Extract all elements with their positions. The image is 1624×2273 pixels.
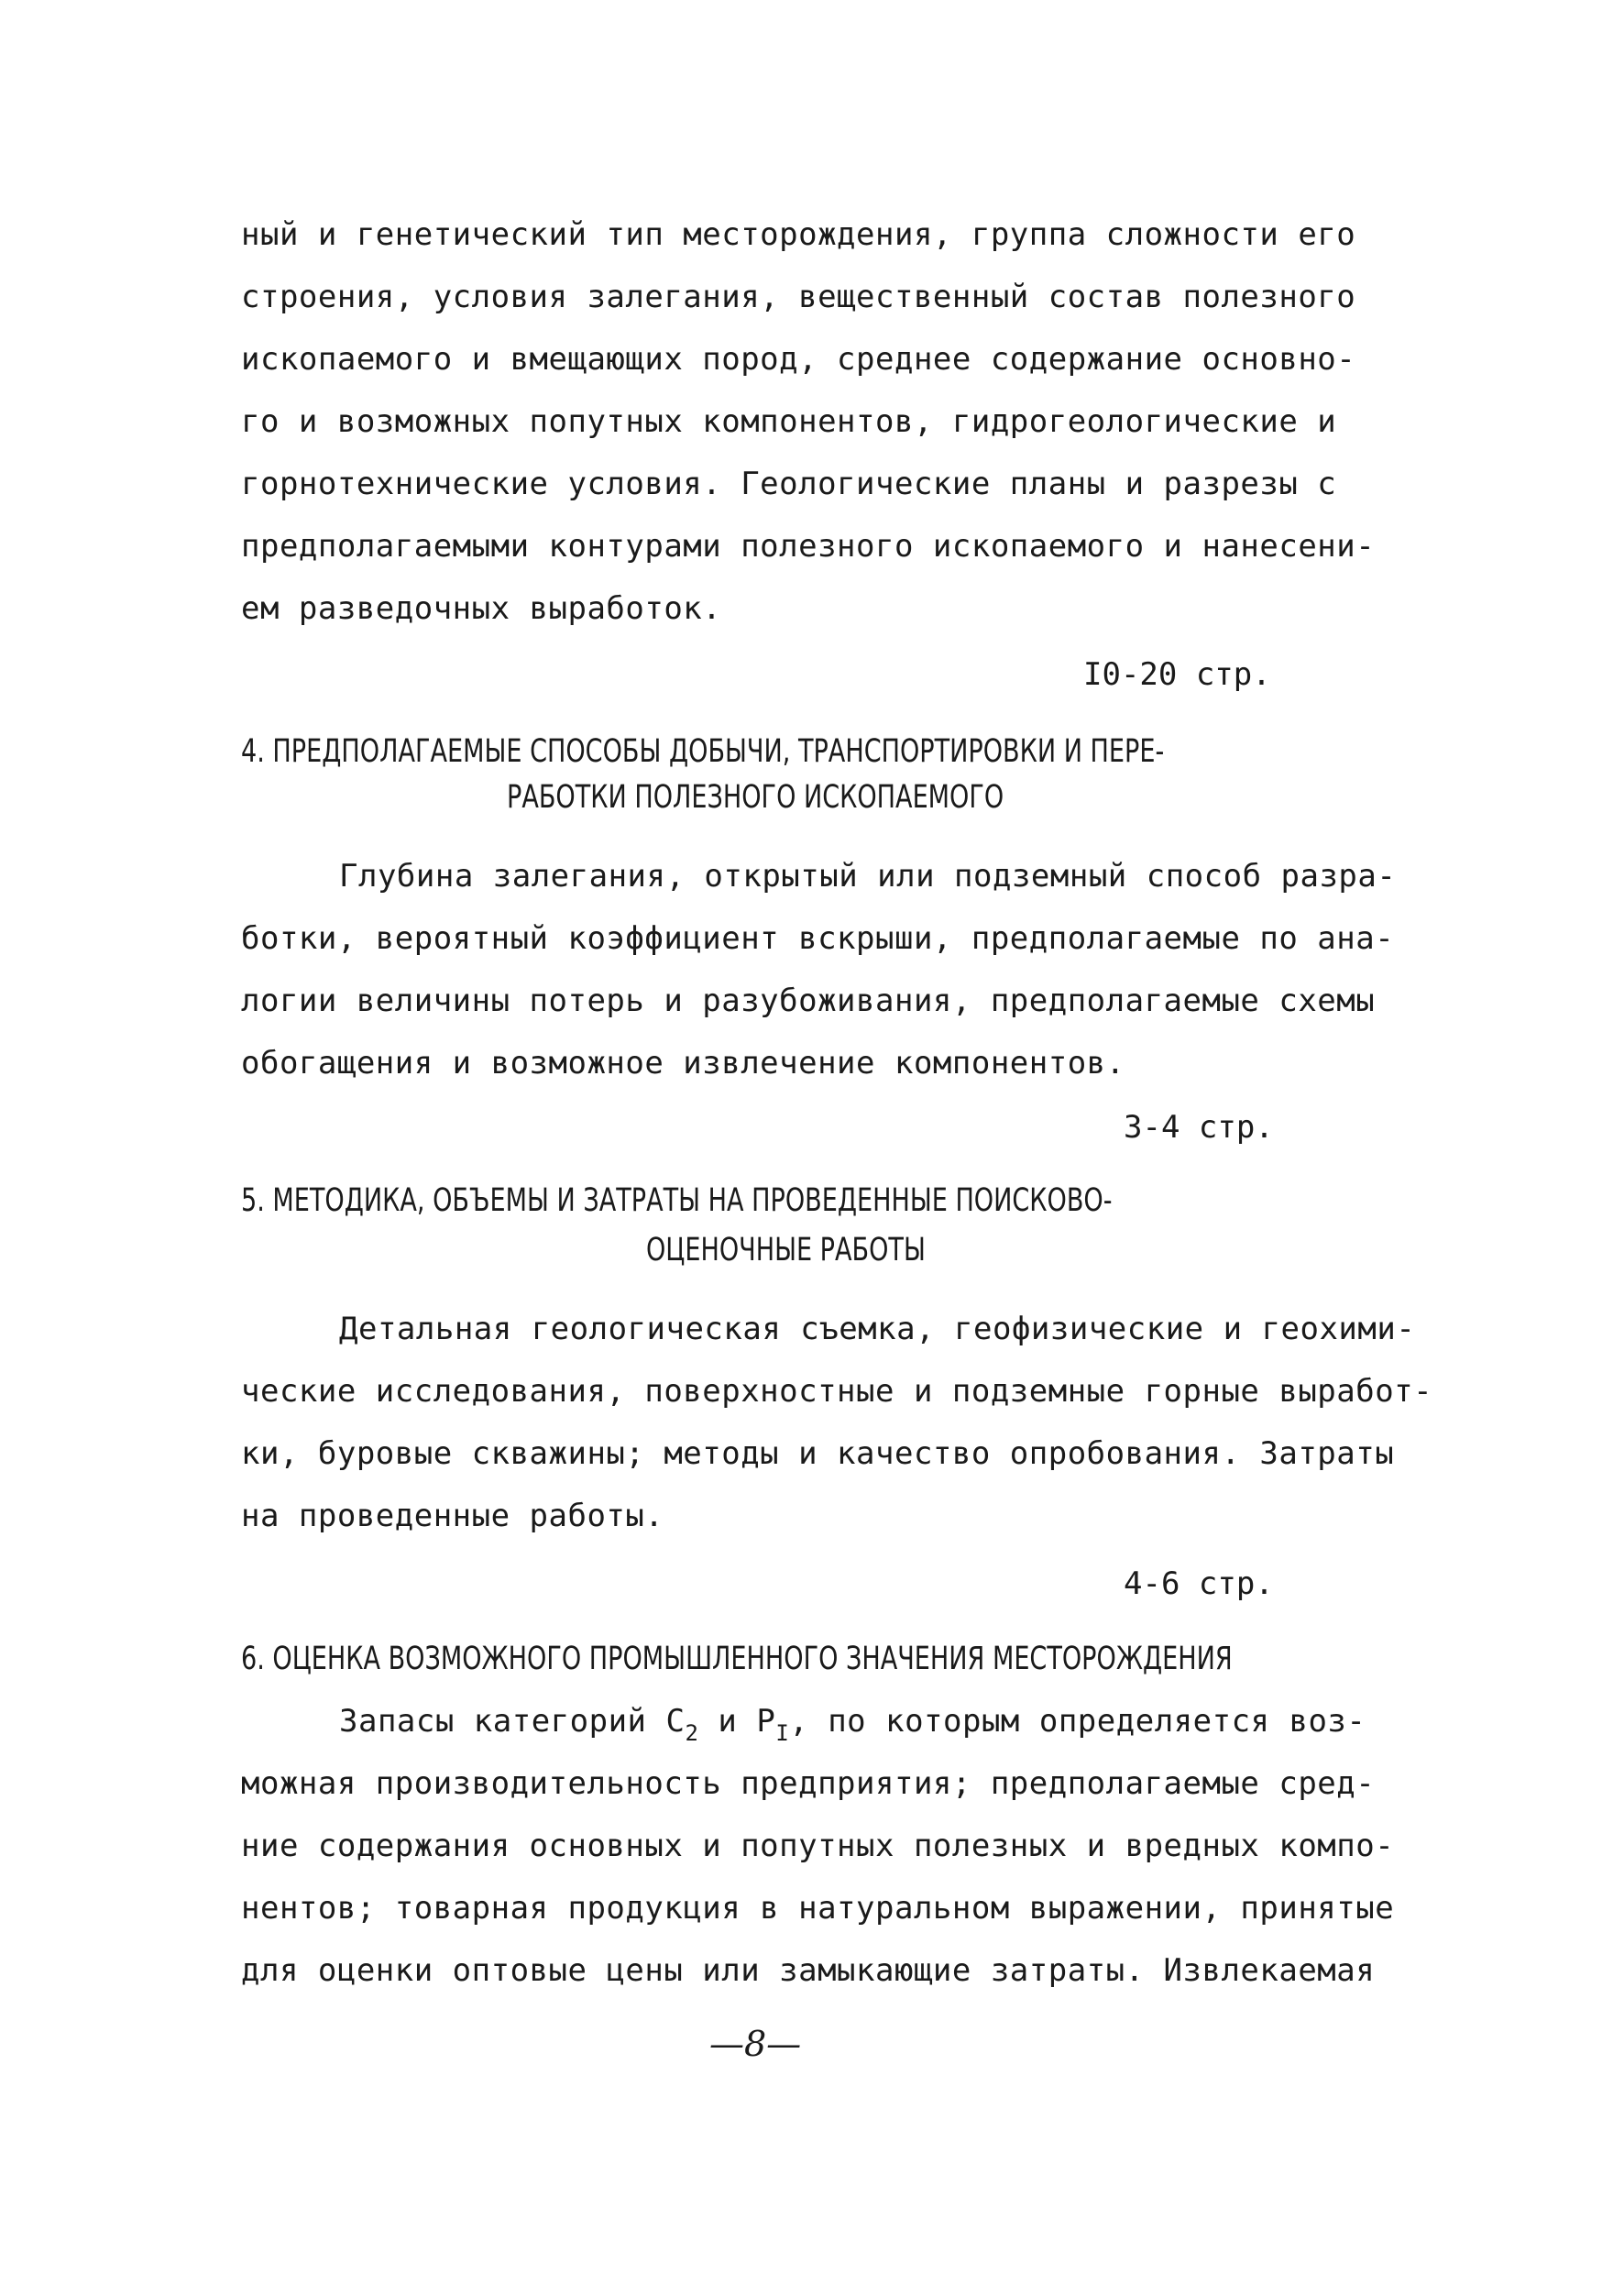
section3-line-6: предполагаемыми контурами полезного ископаемого и нанесени- [241, 528, 1376, 565]
section5-page-range: 4-6 стр. [1124, 1565, 1274, 1602]
section6-line-1-part-c: , по которым определяется воз- [789, 1703, 1366, 1740]
section3-line-1: ный и генетический тип месторождения, группа сложности его [241, 216, 1356, 253]
section4-line-4: обогащения и возможное извлечение компонентов. [241, 1045, 1125, 1082]
section5-line-4: на проведенные работы. [241, 1498, 664, 1534]
section5-line-1: Детальная геологическая съемка, геофизические и геохими- [339, 1311, 1416, 1347]
section5-heading-line-2: ОЦЕНОЧНЫЕ РАБОТЫ [646, 1232, 926, 1268]
section6-line-1-part-a: Запасы категорий С [339, 1703, 686, 1740]
section6-heading: 6. ОЦЕНКА ВОЗМОЖНОГО ПРОМЫШЛЕННОГО ЗНАЧЕНИЯ МЕСТОРОЖДЕНИЯ [241, 1641, 1233, 1677]
section6-line-3: ние содержания основных и попутных полезных и вредных компо- [241, 1828, 1395, 1864]
section4-line-2: ботки, вероятный коэффициент вскрыши, предполагаемые по ана- [241, 920, 1395, 957]
section6-line-1 [339, 1703, 1366, 1751]
section6-line-1-part-b: и Р [698, 1703, 776, 1740]
section6-line-5: для оценки оптовые цены или замыкающие затраты. Извлекаемая [241, 1952, 1376, 1989]
section3-line-4: го и возможных попутных компонентов, гидрогеологические и [241, 403, 1337, 440]
section4-heading-line-2: РАБОТКИ ПОЛЕЗНОГО ИСКОПАЕМОГО [507, 779, 1004, 816]
section4-heading-line-1: 4. ПРЕДПОЛАГАЕМЫЕ СПОСОБЫ ДОБЫЧИ, ТРАНСПОРТИРОВКИ И ПЕРЕ- [241, 733, 1165, 770]
section5-heading-line-1: 5. МЕТОДИКА, ОБЪЕМЫ И ЗАТРАТЫ НА ПРОВЕДЕННЫЕ ПОИСКОВО- [241, 1182, 1113, 1219]
section6-line-2: можная производительность предприятия; предполагаемые сред- [241, 1765, 1376, 1802]
category-p-subscript: I [775, 1720, 790, 1746]
section5-line-3: ки, буровые скважины; методы и качество опробования. Затраты [241, 1435, 1395, 1472]
page-number: —8— [709, 2024, 802, 2064]
section4-page-range: 3-4 стр. [1124, 1109, 1274, 1146]
section3-line-7: ем разведочных выработок. [241, 590, 722, 627]
section6-line-4: нентов; товарная продукция в натуральном выражении, принятые [241, 1890, 1395, 1927]
section4-line-3: логии величины потерь и разубоживания, предполагаемые схемы [241, 983, 1376, 1019]
section3-page-range: I0-20 стр. [1083, 656, 1271, 693]
category-c-subscript: 2 [685, 1720, 699, 1746]
section3-line-5: горнотехнические условия. Геологические планы и разрезы с [241, 466, 1337, 502]
section4-line-1: Глубина залегания, открытый или подземный способ разра- [339, 858, 1397, 895]
section3-line-3: ископаемого и вмещающих пород, среднее содержание основно- [241, 341, 1356, 378]
section5-line-2: ческие исследования, поверхностные и подземные горные выработ- [241, 1373, 1433, 1410]
section3-line-2: строения, условия залегания, вещественный состав полезного [241, 279, 1356, 315]
